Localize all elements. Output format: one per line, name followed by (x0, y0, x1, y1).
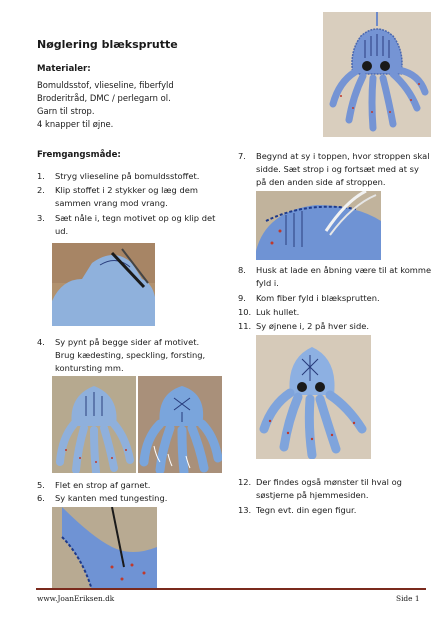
footer-website: www.JoanEriksen.dk (37, 594, 115, 603)
document-title: Nøglering blæksprutte (37, 38, 178, 51)
step-12 (238, 476, 438, 502)
step-text: Luk hullet. (256, 307, 300, 317)
footer-page-number: Side 1 (396, 594, 420, 603)
step-text: ud. (55, 226, 69, 236)
step-number: 7. (238, 151, 246, 161)
step-text: Klip stoffet i 2 stykker og læg dem (55, 185, 198, 195)
step-5 (37, 479, 227, 492)
step-number: 12. (238, 477, 252, 487)
step-text: fyld i. (256, 278, 279, 288)
step-text: sammen vrang mod vrang. (55, 198, 168, 208)
step-number: 13. (238, 505, 252, 515)
materials-line: Bomuldsstof, vlieseline, fiberfyld (37, 80, 174, 90)
photo-sewing-strap (256, 191, 381, 260)
step-text: Sæt nåle i, tegn motivet op og klip det (55, 213, 216, 223)
step-text: sidde. Sæt strop i og fortsæt med at sy (256, 164, 419, 174)
step-text: på den anden side af stroppen. (256, 177, 386, 187)
photo-stitched-back (138, 376, 222, 473)
step-6 (37, 492, 227, 505)
step-number: 10. (238, 307, 252, 317)
step-text: Sy pynt på begge sider af motivet. (55, 337, 200, 347)
step-4 (37, 336, 237, 376)
step-7 (238, 150, 438, 190)
step-text: Sy øjnene i, 2 på hver side. (256, 321, 370, 331)
step-text: Sy kanten med tungesting. (55, 493, 168, 503)
step-text: Begynd at sy i toppen, hvor stroppen skal (256, 151, 430, 161)
step-number: 11. (238, 321, 252, 331)
step-number: 6. (37, 493, 45, 503)
step-number: 4. (37, 337, 45, 347)
procedure-heading: Fremgangsmåde: (37, 150, 121, 160)
materials-line: Broderitråd, DMC / perlegarn ol. (37, 93, 171, 103)
step-text: Brug kædesting, speckling, forsting, (55, 350, 206, 360)
step-text: Tegn evt. din egen figur. (256, 505, 357, 515)
materials-heading: Materialer: (37, 64, 91, 74)
step-2 (37, 184, 227, 210)
materials-line: 4 knapper til øjne. (37, 119, 114, 129)
step-1 (37, 170, 227, 183)
step-13 (238, 504, 438, 517)
photo-finished-octopus (323, 12, 431, 137)
step-10 (238, 306, 438, 319)
photo-blanket-stitch (52, 507, 157, 590)
step-number: 2. (37, 185, 45, 195)
step-text: Der findes også mønster til hval og (256, 477, 402, 487)
photo-stitched-front (52, 376, 136, 473)
step-number: 1. (37, 171, 45, 181)
step-8 (238, 264, 438, 290)
step-3 (37, 212, 237, 238)
photo-octopus-with-eyes (256, 335, 371, 459)
step-text: Flet en strop af garnet. (55, 480, 151, 490)
step-number: 3. (37, 213, 45, 223)
step-number: 5. (37, 480, 45, 490)
step-text: Kom fiber fyld i blæksprutten. (256, 293, 380, 303)
step-text: søstjerne på hjemmesiden. (256, 490, 369, 500)
step-text: kontursting mm. (55, 363, 124, 373)
step-11 (238, 320, 438, 333)
step-number: 8. (238, 265, 246, 275)
step-text: Stryg vlieseline på bomuldsstoffet. (55, 171, 200, 181)
footer-rule (36, 588, 426, 590)
step-9 (238, 292, 438, 305)
photo-cutting-motif (52, 243, 155, 326)
step-number: 9. (238, 293, 246, 303)
step-text: Husk at lade en åbning være til at komme (256, 265, 432, 275)
materials-line: Garn til strop. (37, 106, 95, 116)
